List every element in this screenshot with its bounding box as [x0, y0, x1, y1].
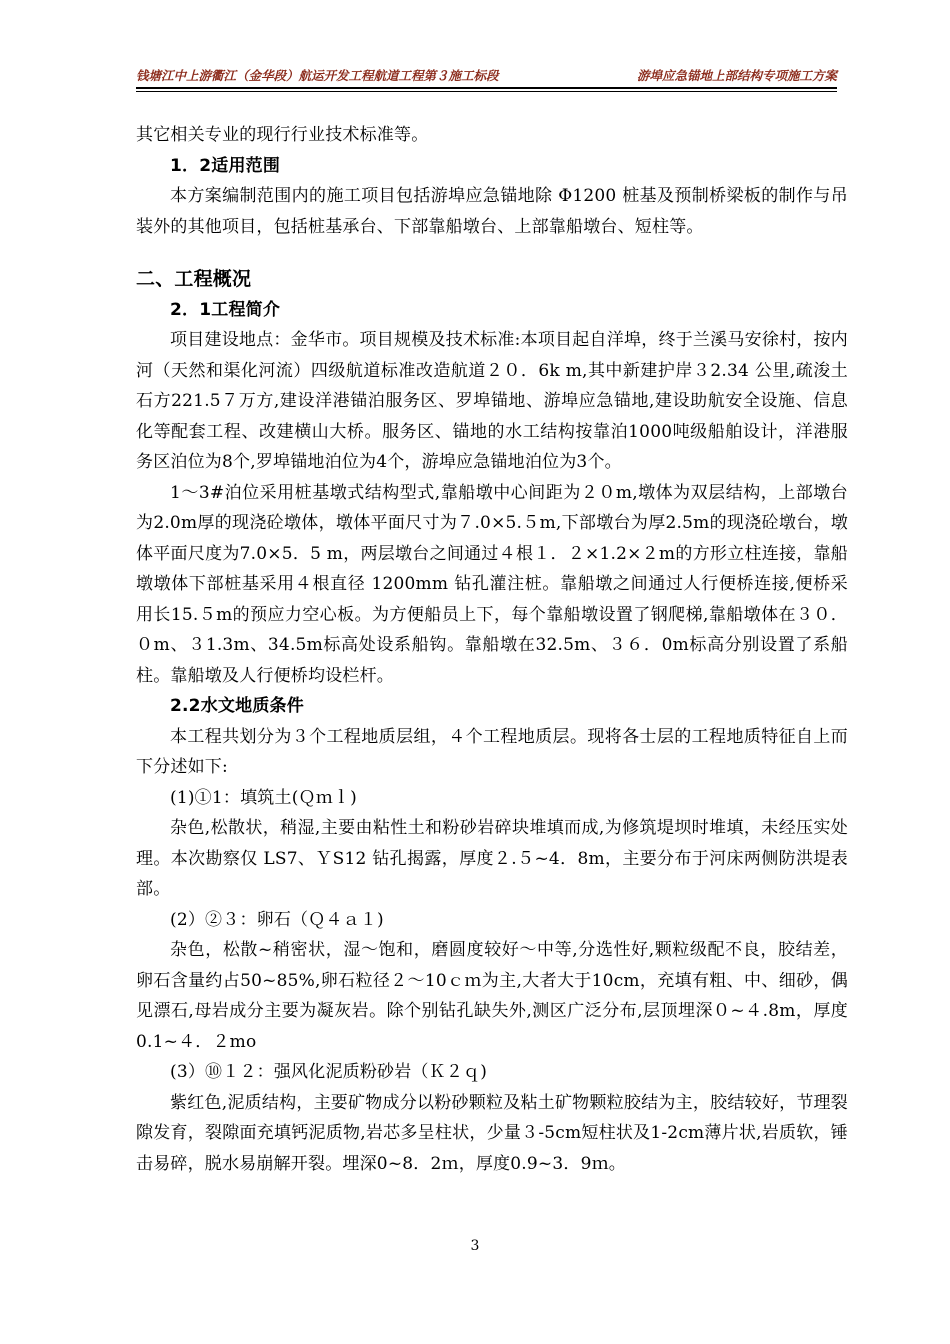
heading-2-2-geology: 2.2水文地质条件 — [170, 696, 304, 716]
paragraph-project-intro: 项目建设地点：金华市。项目规模及技术标准:本项目起自洋埠，终于兰溪马安徐村，按内河（天然和渠化河流）四级航道标准改造航道２０．6k m,其中新建护岸３2.34 公里,疏浚土石方221.5７万方,建设洋港锚泊服务区、罗埠锚地、游埠应急锚地,建设助航安全设施、信息化等配套工程、改建横山大桥。服务区、锚地的水工结构按靠泊1000吨级船舶设计，洋港服务区泊位为8个,罗埠锚地泊位为4个，游埠应急锚地泊位为3个。 — [136, 330, 848, 472]
list-item-title-pebble: (2）②３：卵石（Ｑ４ａ１) — [170, 909, 384, 930]
heading-2-overview: 二、工程概况 — [136, 268, 252, 290]
paragraph-berth-structure: 1～3#泊位采用桩基墩式结构型式,靠船墩中心间距为２０m,墩体为双层结构，上部墩台为2.0m厚的现浇砼墩体，墩体平面尺寸为７.0×5.５m,下部墩台为厚2.5m的现浇砼墩台，墩体平面尺度为7.0×5．5 m，两层墩台之间通过４根１．２×1.2×２m的方形立柱连接，靠船墩墩体下部桩基采用４根直径 1200mm 钻孔灌注桩。靠船墩之间通过人行便桥连接,便桥采用长15.５m的预应力空心板。为方便船员上下，每个靠船墩设置了钢爬梯,靠船墩体在３０．０m、３1.3m、34.5m标高处设系船钩。靠船墩在32.5m、３６．0m标高分别设置了系船柱。靠船墩及人行便桥均设栏杆。 — [136, 482, 848, 686]
list-item-text-fill-soil: 杂色,松散状，稍湿,主要由粘性土和粉砂岩碎块堆填而成,为修筑堤坝时堆填，未经压实处理。本次勘察仅 LS7、ＹS12 钻孔揭露，厚度２.５~4．8m，主要分布于河床两侧防洪堤表部。 — [136, 818, 848, 899]
paragraph-geology-intro: 本工程共划分为３个工程地质层组，４个工程地质层。现将各士层的工程地质特征自上而下分述如下: — [136, 726, 848, 777]
list-item-title-fill-soil: (1)①1：填筑土(Ｑｍｌ) — [170, 787, 357, 808]
page-number: 3 — [470, 1238, 480, 1254]
header-rule-thin — [136, 91, 837, 92]
paragraph-scope: 本方案编制范围内的施工项目包括游埠应急锚地除 Φ1200 桩基及预制桥梁板的制作与吊装外的其他项目，包括桩基承台、下部靠船墩台、上部靠船墩台、短柱等。 — [136, 186, 848, 237]
heading-2-1-intro: 2．1工程简介 — [170, 299, 281, 320]
list-item-title-siltstone: (3）⑩１２：强风化泥质粉砂岩（Ｋ２ｑ) — [170, 1062, 488, 1082]
header-document-title: 游埠应急锚地上部结构专项施工方案 — [636, 68, 837, 83]
page-header — [136, 66, 837, 84]
header-project-title: 钱塘江中上游衢江（金华段）航运开发工程航道工程第３施工标段 — [136, 68, 499, 83]
list-item-text-pebble: 杂色，松散~稍密状，湿～饱和，磨圆度较好～中等,分选性好,颗粒级配不良，胶结差，卵石含量约占50~85%,卵石粒径２～10ｃｍ为主,大者大于10cm，充填有粗、中、细砂，偶见漂石,母岩成分主要为凝灰岩。除个别钻孔缺失外,测区广泛分布,层顶埋深０~４.8m，厚度0.1~４．２mo — [136, 940, 848, 1052]
list-item-text-siltstone: 紫红色,泥质结构，主要矿物成分以粉砂颗粒及粘土矿物颗粒胶结为主，胶结较好，节理裂隙发育，裂隙面充填钙泥质物,岩芯多呈柱状，少量３-5cm短柱状及1-2cm薄片状,岩质软，锤击易碎，脱水易崩解开裂。埋深0~8．2ｍ，厚度0.9~3．9ｍ。 — [136, 1092, 848, 1174]
heading-1-2-scope: 1．2适用范围 — [170, 155, 281, 176]
page-body — [136, 120, 848, 1179]
paragraph-standards: 其它相关专业的现行行业技术标准等。 — [136, 125, 429, 145]
header-rule-thick — [136, 87, 837, 89]
